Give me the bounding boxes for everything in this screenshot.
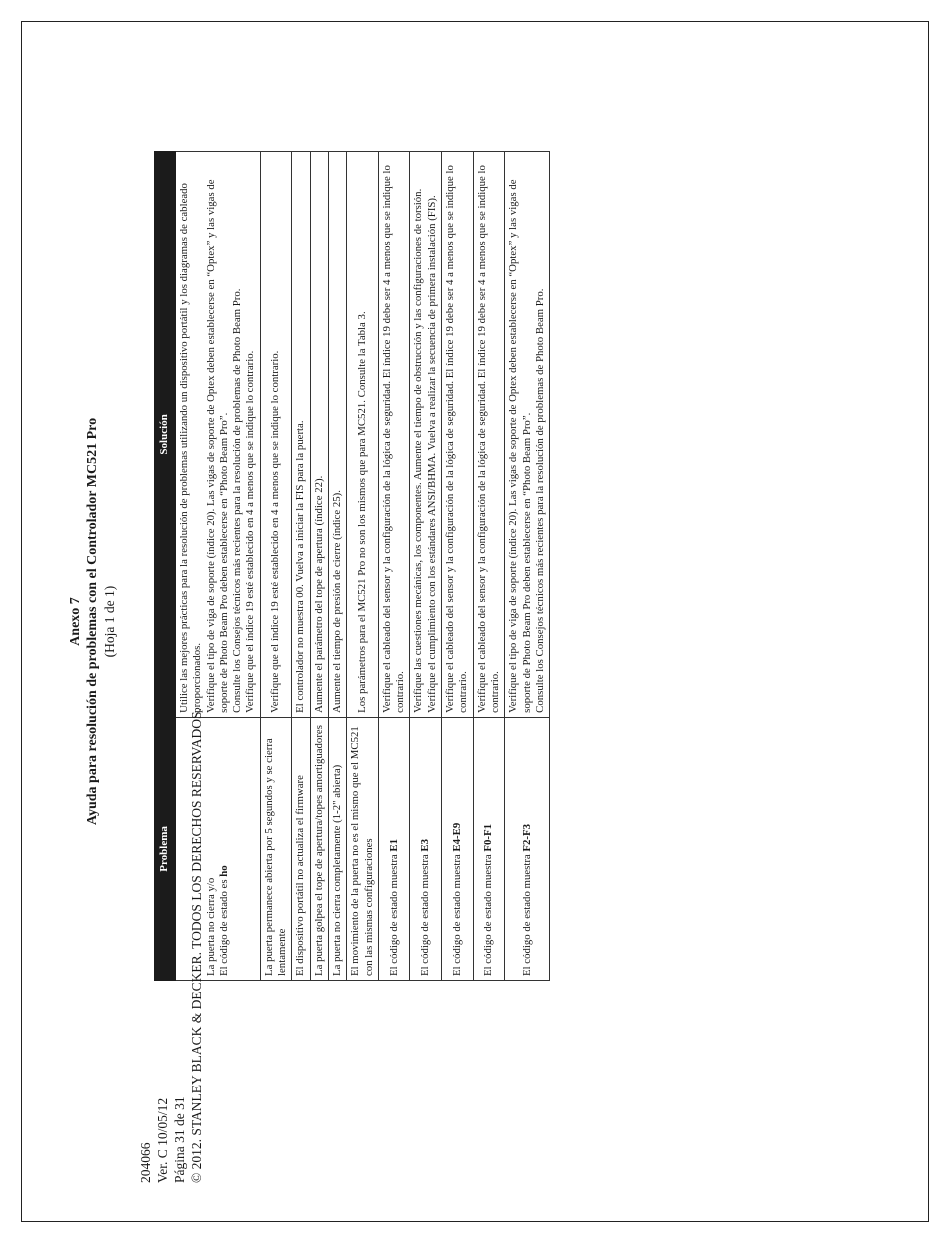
solution-text: Aumente el tiempo de presión de cierre (índice 25). [330,490,343,713]
problem-status-line [521,722,534,976]
table-body [176,152,550,981]
problem-cell [310,717,328,980]
column-header-problem: Problema [155,717,176,980]
solution-text: Aumente el parámetro del tope de apertura (índice 22). [312,475,325,713]
solution-cell [328,152,346,718]
problem-text: El movimiento de la puerta no es el mismo que el MC521 con las mismas configuraciones [349,726,375,976]
table-row [378,152,410,981]
solution-text: El controlador no muestra 00. Vuelva a iniciar la FIS para la puerta. [294,420,307,713]
solution-cell [176,152,261,718]
solution-text: Consulte los Consejos técnicos más recientes para la resolución de problemas de Photo Beam Pro. [231,288,244,713]
solution-text: Verifique que el índice 19 esté establecido en 4 a menos que se indique lo contrario. [244,350,257,713]
solution-text: Verifique el cableado del sensor y la configuración de la lógica de seguridad. El índice 19 debe ser 4 a menos que se indique lo contrario. [380,165,407,713]
solution-text: Los parámetros para el MC521 Pro no son los mismos que para MC521. Consulte la Tabla 3. [355,311,368,713]
problem-status-line [218,722,231,976]
version: Ver. C 10/05/12 [155,1097,170,1183]
solution-text: Verifique el tipo de viga de soporte (índice 20). Las vigas de soporte de Optex deben establecerse en “Optex” y las vigas de soporte de Photo Beam Pro deben establecerse en “Photo Beam Pro”. [204,179,230,713]
problem-status-line [388,722,401,976]
solution-text: Verifique las cuestiones mecánicas, los componentes. Aumente el tiempo de obstrucción y las configuraciones de torsión. Verifique el cumplimiento con los estándares ANSI/BHMA. Vuelva a realizar la secuencia de primera instalación (FIS). [412,188,438,713]
copyright: © 2012. STANLEY BLACK & DECKER. TODOS LOS DERECHOS RESERVADOS. [189,708,204,1183]
problem-cell [328,717,346,980]
problem-cell [292,717,310,980]
solution-text: Utilice las mejores prácticas para la resolución de problemas utilizando un dispositivo portátil y los diagramas de cableado proporcionados. [178,183,204,713]
solution-text: Verifique el cableado del sensor y la configuración de la lógica de seguridad. El índice 19 debe ser 4 a menos que se indique lo contrario. [475,165,501,713]
page-frame [21,21,929,1222]
problem-cell [347,717,379,980]
page-number: Página 31 de 31 [172,1096,187,1183]
problem-text: El código de estado muestra [482,851,495,976]
problem-text: El código de estado muestra [520,851,533,976]
problem-text: El código de estado muestra [419,851,432,976]
solution-cell [260,152,292,718]
solution-cell [473,152,505,718]
status-code: E1 [387,838,400,852]
table-row [310,152,328,981]
table-row [442,152,474,981]
solution-cell [410,152,442,718]
table-row [347,152,379,981]
annex-label: Anexo 7 [68,597,83,646]
problem-cell [378,717,410,980]
solution-text: Verifique el tipo de viga de soporte (índice 20). Las vigas de soporte de Optex deben establecerse en “Optex” y las vigas de soporte de Photo Beam Pro deben establecerse en “Photo Beam Pro”. [507,179,533,713]
problem-text: La puerta no cierra completamente (1-2" abierta) [330,764,343,976]
solution-text: Verifique el cableado del sensor y la configuración de la lógica de seguridad. El índice 19 debe ser 4 a menos que se indique lo contrario. [444,165,470,713]
solution-cell [347,152,379,718]
problem-status-line [482,722,495,976]
problem-cell [473,717,505,980]
solution-cell [310,152,328,718]
solution-cell [292,152,310,718]
table-row [473,152,505,981]
problem-cell [442,717,474,980]
status-code: F0-F1 [482,823,495,852]
problem-status-line [451,722,464,976]
troubleshooting-table [154,151,550,981]
title-block [67,22,118,1221]
problem-cell [260,717,292,980]
problem-text: El código de estado muestra [387,851,400,976]
rotated-page-content [22,22,928,1221]
table-row [505,152,550,981]
solution-text: Consulte los Consejos técnicos más recientes para la resolución de problemas de Photo Beam Pro. [533,288,546,713]
problem-cell [410,717,442,980]
sheet-label: (Hoja 1 de 1) [102,585,117,658]
table-row [292,152,310,981]
problem-text: La puerta no cierra y/o [204,877,217,976]
status-code: ho [217,865,230,877]
footer [137,708,205,1183]
status-code: F2-F3 [520,823,533,852]
table-row [328,152,346,981]
doc-number: 204066 [138,1142,153,1183]
problem-text: El código de estado es [217,876,230,976]
column-header-solution: Solución [155,152,176,718]
page-title: Ayuda para resolución de problemas con el Controlador MC521 Pro [85,417,100,826]
status-code: E3 [419,838,432,852]
problem-text: El código de estado muestra [450,851,463,976]
problem-cell [505,717,550,980]
problem-text: La puerta golpea el tope de apertura/topes amortiguadores [312,725,325,976]
solution-text: Verifique que el índice 19 esté establecido en 4 a menos que se indique lo contrario. [269,350,282,713]
table-row [410,152,442,981]
solution-cell [505,152,550,718]
solution-cell [442,152,474,718]
problem-text: La puerta permanece abierta por 5 segundos y se cierra lentamente [262,738,289,976]
problem-text: El dispositivo portátil no actualiza el firmware [294,775,307,976]
status-code: E4-E9 [450,822,463,852]
table-row [260,152,292,981]
problem-status-line [419,722,432,976]
solution-cell [378,152,410,718]
